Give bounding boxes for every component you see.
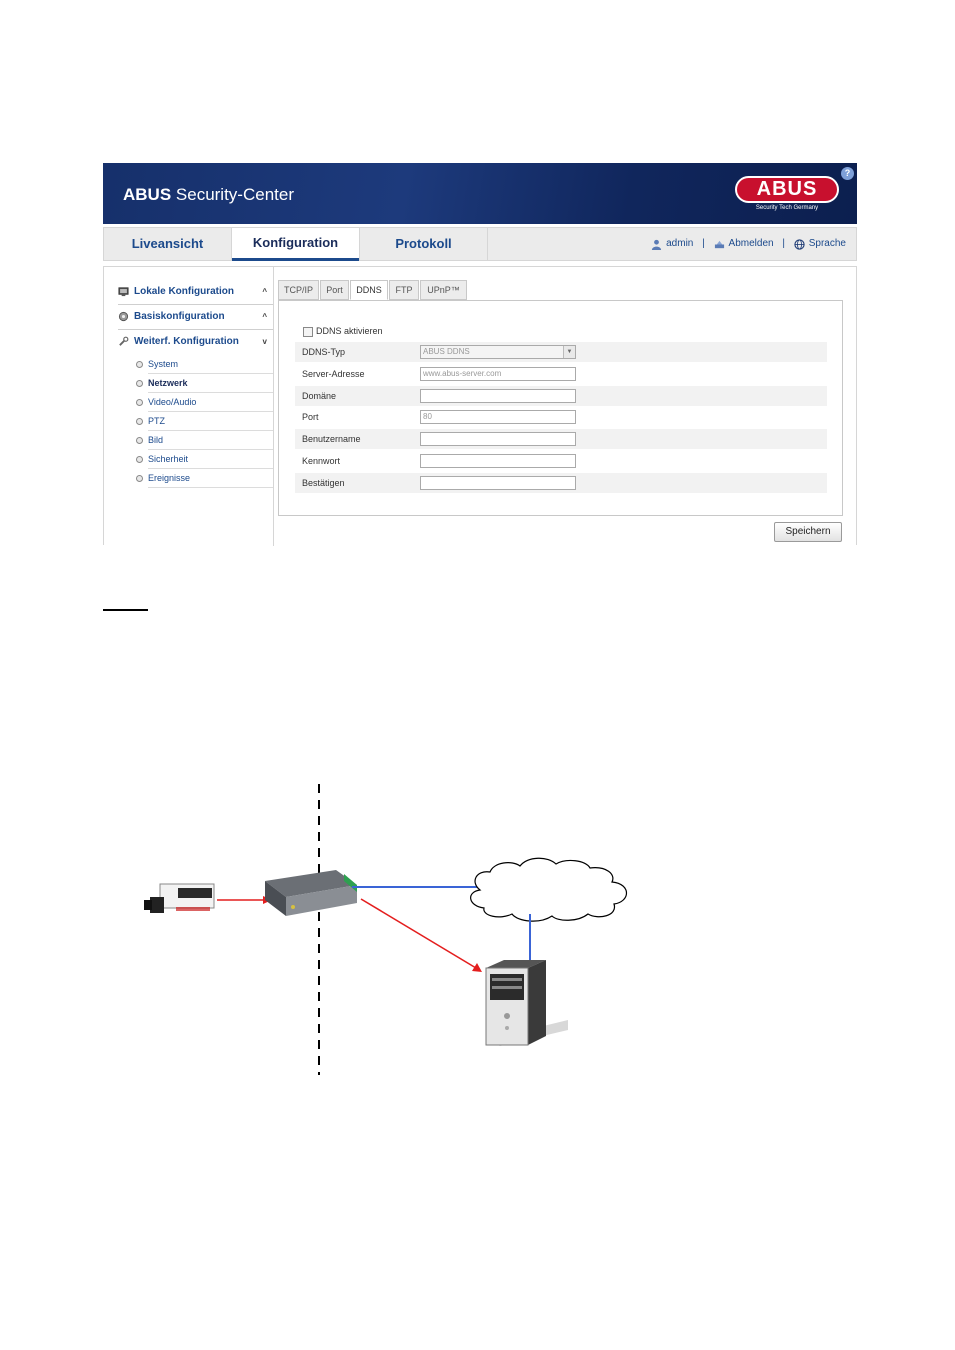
sidebar-item-bild[interactable]: Bild [148, 431, 273, 450]
bullet-icon [136, 456, 143, 463]
ddns-type-select[interactable]: ABUS DDNS ▼ [420, 345, 576, 359]
chevron-down-icon: v [262, 337, 267, 346]
logout-link[interactable]: Abmelden [728, 238, 774, 249]
app-title: ABUS Security-Center [123, 185, 294, 204]
bullet-icon [136, 380, 143, 387]
sidebar-item-video-audio[interactable]: Video/Audio [148, 393, 273, 412]
enable-row [295, 321, 827, 341]
sidebar-item-netzwerk[interactable]: Netzwerk [148, 374, 273, 393]
field-label: Kennwort [302, 456, 341, 466]
bullet-icon [136, 418, 143, 425]
confirm-password-input[interactable] [420, 476, 576, 490]
header-banner [103, 163, 857, 224]
sidebar [104, 267, 274, 546]
wrench-icon [118, 336, 129, 347]
config-area [103, 266, 857, 545]
field-label: Domäne [302, 391, 337, 401]
field-label: Server-Adresse [302, 369, 365, 379]
field-label: Bestätigen [302, 478, 345, 488]
user-icon [651, 239, 662, 250]
bullet-icon [136, 437, 143, 444]
internet-cloud-icon [471, 858, 627, 921]
tab-protokoll[interactable]: Protokoll [395, 236, 452, 251]
content-pane [274, 267, 857, 546]
bullet-icon [136, 475, 143, 482]
sidebar-item-ptz[interactable]: PTZ [148, 412, 273, 431]
help-icon[interactable]: ? [841, 167, 854, 180]
form-row-kennwort [295, 451, 827, 471]
password-input[interactable] [420, 454, 576, 468]
arrow-head-icon [472, 963, 482, 972]
user-bar-separator: | [702, 238, 705, 249]
form-row-domaene [295, 386, 827, 406]
user-bar-separator: | [782, 238, 785, 249]
router-icon [265, 870, 357, 916]
field-label: Benutzername [302, 434, 361, 444]
chevron-down-icon: ▼ [563, 346, 575, 358]
form-row-benutzername [295, 429, 827, 449]
ddns-enable-checkbox[interactable] [303, 327, 313, 337]
monitor-icon [118, 286, 129, 297]
abus-logo: ABUS [735, 176, 839, 203]
field-label: DDNS-Typ [302, 347, 346, 357]
gear-icon [118, 311, 129, 322]
tab-upnp[interactable]: UPnP™ [420, 280, 467, 300]
tab-konfiguration[interactable]: Konfiguration [232, 228, 359, 261]
sidebar-item-sicherheit[interactable]: Sicherheit [148, 450, 273, 469]
sidebar-section-lokale-konfiguration[interactable]: Lokale Konfiguration ^ [118, 280, 273, 305]
chevron-up-icon: ^ [262, 287, 267, 296]
form-row-server-adresse [295, 364, 827, 384]
save-button[interactable]: Speichern [774, 522, 842, 542]
nav-divider [487, 228, 488, 260]
sidebar-section-weiterf-konfiguration[interactable]: Weiterf. Konfiguration v [118, 330, 273, 354]
abus-security-center-window [103, 163, 857, 545]
sidebar-item-system[interactable]: System [148, 355, 273, 374]
tab-tcpip[interactable]: TCP/IP [278, 280, 319, 300]
bullet-icon [136, 399, 143, 406]
ddns-enable-label: DDNS aktivieren [316, 326, 383, 336]
globe-icon [794, 239, 805, 250]
user-bar [651, 228, 846, 260]
tab-liveansicht[interactable]: Liveansicht [131, 236, 204, 251]
form-row-port [295, 407, 827, 427]
logo-subtitle: Security Tech Germany [755, 205, 819, 211]
language-link[interactable]: Sprache [808, 238, 846, 249]
router-to-server-link [361, 899, 476, 968]
username-input[interactable] [420, 432, 576, 446]
server-address-input[interactable]: www.abus-server.com [420, 367, 576, 381]
camera-icon [144, 884, 214, 913]
note-underline [103, 609, 148, 611]
bullet-icon [136, 361, 143, 368]
tab-ftp[interactable]: FTP [389, 280, 419, 300]
main-nav [103, 227, 857, 261]
user-name[interactable]: admin [666, 238, 694, 249]
sidebar-section-basiskonfiguration[interactable]: Basiskonfiguration ^ [118, 305, 273, 330]
tab-port[interactable]: Port [320, 280, 349, 300]
port-input[interactable]: 80 [420, 410, 576, 424]
server-icon [486, 960, 568, 1046]
chevron-up-icon: ^ [262, 312, 267, 321]
form-row-bestaetigen [295, 473, 827, 493]
field-label: Port [302, 412, 319, 422]
ddns-form [278, 300, 843, 516]
form-row-ddns-typ [295, 342, 827, 362]
network-diagram [0, 770, 955, 1090]
domain-input[interactable] [420, 389, 576, 403]
sidebar-item-ereignisse[interactable]: Ereignisse [148, 469, 273, 488]
tab-ddns[interactable]: DDNS [350, 280, 388, 300]
logout-icon [714, 239, 725, 250]
